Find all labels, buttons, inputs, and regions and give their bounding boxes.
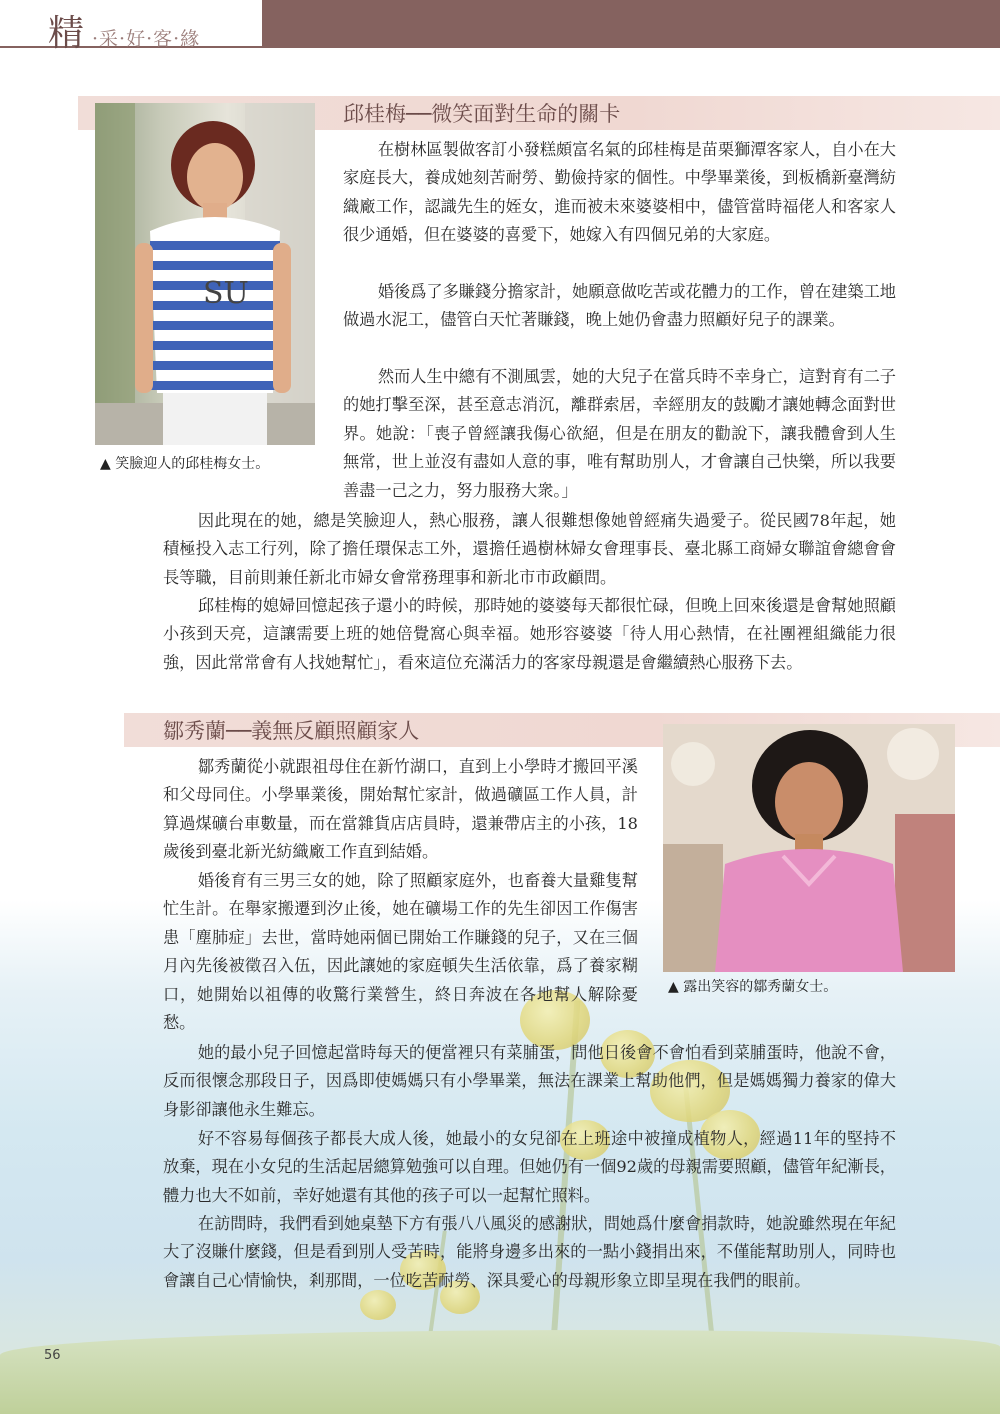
photo-zou-xiulan [663, 724, 955, 972]
section2-paragraph: 在訪問時，我們看到她桌墊下方有張八八風災的感謝狀，問她爲什麼會捐款時，她說雖然現在年紀大了沒賺什麼錢，但是看到別人受苦時，能將身邊多出來的一點小錢捐出來，不僅能幫助別人，同時也會讓自己心情愉快，剎那間，一位吃苦耐勞、深具愛心的母親形象立即呈現在我們的眼前。 [163, 1214, 896, 1290]
section2-paragraph: 她的最小兒子回憶起當時每天的便當裡只有菜脯蛋，問他日後會不會怕看到菜脯蛋時，他說不會，反而很懷念那段日子，因爲即使媽媽只有小學畢業，無法在課業上幫助他們，但是媽媽獨力養家的偉大身影卻讓他永生難忘。 [163, 1043, 896, 1119]
section1-paragraph: 婚後爲了多賺錢分擔家計，她願意做吃苦或花體力的工作，曾在建築工地做過水泥工，儘管白天忙著賺錢，晚上她仍會盡力照顧好兒子的課業。 [343, 282, 896, 330]
section1-paragraph: 然而人生中總有不測風雲，她的大兒子在當兵時不幸身亡，這對育有二子的她打擊至深，甚至意志消沉，離群索居，幸經朋友的鼓勵才讓她轉念面對世界。她說：「喪子曾經讓我傷心欲絕，但是在朋友的勸說下，讓我體會到人生無常，世上並沒有盡如人意的事，唯有幫助別人，才會讓自己快樂，所以我要善盡一己之力，努力服務大衆。」 [343, 367, 896, 500]
portrait-illustration [663, 724, 955, 972]
section2-paragraph: 好不容易每個孩子都長大成人後，她最小的女兒卻在上班途中被撞成植物人，經過11年的堅持不放棄，現在小女兒的生活起居總算勉強可以自理。但她仍有一個92歲的母親需要照顧，儘管年紀漸長，體力也大不如前，幸好她還有其他的孩子可以一起幫忙照料。 [163, 1129, 896, 1205]
section2-paragraph: 鄒秀蘭從小就跟祖母住在新竹湖口，直到上小學時才搬回平溪和父母同住。小學畢業後，開始幫忙家計，做過礦區工作人員，計算過煤礦台車數量，而在當雜貨店店員時，還兼帶店主的小孩，18歲後到臺北新光紡織廠工作直到結婚。 [163, 757, 638, 862]
section1-title: 邱桂梅──微笑面對生命的關卡 [343, 102, 621, 126]
section2-paragraph: 婚後育有三男三女的她，除了照顧家庭外，也畜養大量雞隻幫忙生計。在舉家搬遷到汐止後，她在礦場工作的先生卻因工作傷害患「塵肺症」去世，當時她兩個已開始工作賺錢的兒子，又在三個月內先後被徵召入伍，因此讓她的家庭頓失生活依靠，爲了養家糊口，她開始以祖傳的收驚行業營生，終日奔波在各地幫人解除憂愁。 [163, 871, 638, 1033]
section1-paragraph: 邱桂梅的媳婦回憶起孩子還小的時候，那時她的婆婆每天都很忙碌，但晚上回來後還是會幫她照顧小孩到天亮，這讓需要上班的她倍覺窩心與幸福。她形容婆婆「待人用心熱情，在社團裡組織能力很強，因此常常會有人找她幫忙」，看來這位充滿活力的客家母親還是會繼續熱心服務下去。 [163, 596, 896, 672]
brand-logo-small: ·采·好·客·緣 [92, 28, 201, 50]
section1-paragraph: 在樹林區製做客訂小發糕頗富名氣的邱桂梅是苗栗獅潭客家人，自小在大家庭長大，養成她刻苦耐勞、勤儉持家的個性。中學畢業後，到板橋新臺灣紡織廠工作，認識先生的姪女，進而被未來婆婆相中，儘管當時福佬人和客家人很少通婚，但在婆婆的喜愛下，她嫁入有四個兄弟的大家庭。 [343, 140, 896, 245]
section1-paragraph: 因此現在的她，總是笑臉迎人，熱心服務，讓人很難想像她曾經痛失過愛子。從民國78年起，她積極投入志工行列，除了擔任環保志工外，還擔任過樹林婦女會理事長、臺北縣工商婦女聯誼會總會會長等職，目前則兼任新北市婦女會常務理事和新北市市政顧問。 [163, 511, 896, 587]
section2-title: 鄒秀蘭──義無反顧照顧家人 [163, 719, 420, 743]
page-number: 56 [44, 1348, 61, 1363]
background-field [0, 1330, 1000, 1414]
photo2-caption: ▲ 露出笑容的鄒秀蘭女士。 [668, 979, 838, 995]
photo-qiu-guimei [95, 103, 315, 445]
svg-text:SU: SU [203, 276, 249, 311]
portrait-illustration [95, 103, 315, 445]
photo1-caption: ▲ 笑臉迎人的邱桂梅女士。 [100, 456, 270, 472]
brand-logo-big: 精 [48, 13, 85, 54]
header-bar [262, 0, 1000, 48]
